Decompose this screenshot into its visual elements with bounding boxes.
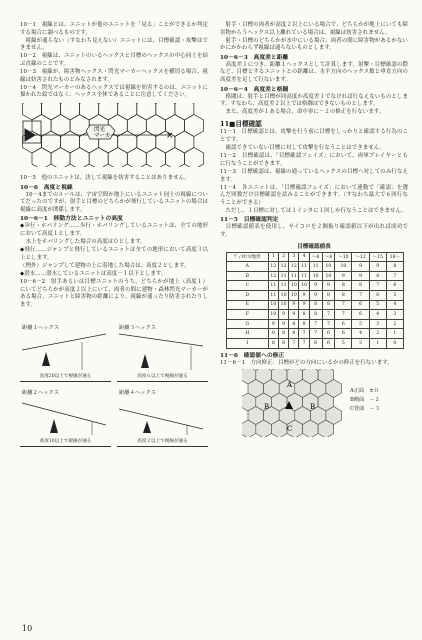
panel-caption: 高度10以上で視線が通る	[39, 439, 92, 445]
table-cell: 12	[289, 262, 299, 272]
altitude-diagram-icon	[20, 330, 110, 370]
table-header-cell: 4	[299, 252, 309, 262]
table-cell: 7	[289, 339, 299, 349]
altitude-diagram-icon	[117, 395, 207, 435]
table-cell: 10	[289, 291, 299, 301]
panel-distance-1	[20, 321, 111, 382]
table-cell: 4	[386, 300, 403, 310]
table-cell: 10	[289, 281, 299, 291]
paragraph: 11－3 目標確認は、視線の通っているヘックスの目標へ対してのみ行なえます。	[220, 168, 408, 183]
table-cell: 8	[309, 310, 322, 320]
table-cell: 9	[352, 271, 369, 281]
table-cell: 9	[278, 319, 288, 329]
rule-10-6-4	[220, 94, 408, 117]
heading-10-6: 10－6 高度と視線	[20, 184, 73, 191]
table-cell: 7	[322, 319, 335, 329]
side-label-b-right: B	[310, 403, 316, 412]
paragraph: 11－2 目標確認は、「目標確認フェイズ」において、両軍プレイヤーともに行なうことができます。	[220, 153, 408, 167]
heading-10-6-3: 10－6－3 高度差と距離	[220, 54, 289, 61]
panel-title: 距離４ヘックス	[119, 390, 157, 397]
panel-distance-3	[117, 321, 208, 382]
table-cell: 7	[352, 291, 369, 301]
table-cell: 5	[369, 300, 386, 310]
table-cell: 8	[369, 271, 386, 281]
table-header-cell: ﾃﾞｨｽﾀﾝｽ/地形	[227, 252, 269, 262]
table-row	[227, 310, 404, 320]
paragraph: 射手・目標の両者が高度２以上にいる場合で、どちらかが地上にいても障害物から５ヘックス以上離れている場合は、視線は妨害されません。	[220, 22, 408, 36]
table-header-cell: ～10	[335, 252, 352, 262]
paragraph: 10－5 他のユニットは、決して視線を妨害することはありません。	[20, 174, 190, 181]
rule-11-6	[220, 360, 408, 368]
table-cell: 3	[386, 310, 403, 320]
hex-grid-diagram	[20, 103, 208, 167]
table-cell: 10	[335, 262, 352, 272]
left-column	[20, 22, 208, 447]
table-cell: 6	[322, 339, 335, 349]
table-row	[227, 300, 404, 310]
rule-11-5	[220, 224, 408, 239]
table-cell: 3	[369, 319, 386, 329]
table-cell: 11	[268, 281, 278, 291]
table-cell: 8	[289, 319, 299, 329]
table-header-cell: ～8	[322, 252, 335, 262]
table-cell: 8	[278, 339, 288, 349]
table-cell: D	[227, 291, 269, 301]
table-cell: 6	[386, 281, 403, 291]
table-cell: 9	[289, 300, 299, 310]
panel-distance-2	[20, 386, 111, 447]
table-row	[227, 329, 404, 339]
table-cell: 11	[268, 291, 278, 301]
table-cell: 11	[289, 271, 299, 281]
table-cell: 6	[369, 291, 386, 301]
table-cell: 10	[299, 281, 309, 291]
table-cell: 7	[369, 281, 386, 291]
shooter-marker-icon	[25, 129, 35, 141]
table-row	[227, 339, 404, 349]
rule-10-5	[20, 175, 208, 183]
table-cell: 3	[352, 339, 369, 349]
table-cell: 9	[299, 300, 309, 310]
table-cell: 8	[268, 339, 278, 349]
paragraph: 確認できていない目標に対して攻撃を行なうことはできません。	[220, 145, 386, 152]
rule-11	[220, 129, 408, 215]
table-cell: 9	[278, 310, 288, 320]
paragraph: 射手・目標のどちらかが水中にいる場合、両者の間に障害物があるかないかにかかわらず視線は通らないものとします。	[220, 37, 408, 52]
table-cell: 6	[309, 339, 322, 349]
page-number: 10	[22, 624, 33, 633]
table-cell: 5	[335, 339, 352, 349]
table-cell: 5	[352, 319, 369, 329]
panel-title: 距離１ヘックス	[22, 325, 60, 332]
table-cell: 10	[278, 300, 288, 310]
paragraph: 10－4までのルールは、宇宙空間か地上にいるユニット同士の視線についてだったのですが、射手と目標のどちらかが飛行しているユニットの場合は視線に高度が関係します。	[20, 191, 208, 213]
paragraph: 11－4 各ユニットは、「目標確認フェイズ」において連動で「確認」を選んだ回数だけ目標確認を試みることができます。（すなわち最大で６回行なうことができる）	[220, 184, 408, 206]
table-row	[227, 281, 404, 291]
table-cell: H	[227, 329, 269, 339]
heading-10-6-1: 10－6－1 移動方法とユニットの高度	[20, 216, 123, 223]
table-row	[227, 271, 404, 281]
table-row	[227, 291, 404, 301]
table-header-cell: 2	[278, 252, 288, 262]
table-cell: 10	[278, 291, 288, 301]
table-cell: 8	[335, 291, 352, 301]
table-cell: 4	[352, 329, 369, 339]
table-cell: G	[227, 319, 269, 329]
table-cell: 8	[309, 300, 322, 310]
table-cell: 7	[309, 329, 322, 339]
table-cell: 13	[268, 262, 278, 272]
heading-11-6: 11－6 確認値への修正	[220, 352, 285, 359]
table-cell: E	[227, 300, 269, 310]
table-cell: 5	[386, 291, 403, 301]
table-cell: 6	[352, 310, 369, 320]
panel-caption: 高度６以上で視線が通る	[137, 374, 188, 380]
section-11-heading: 11■目標確認	[220, 119, 262, 128]
table-cell: 9	[268, 329, 278, 339]
table-cell: 11	[299, 262, 309, 272]
panel-title: 距離３ヘックス	[119, 325, 157, 332]
bullet-item: （例外）ジャンプして建物の上に着地した場合は、高度２とします。	[20, 262, 190, 269]
right-column	[220, 22, 408, 437]
table-row	[227, 262, 404, 272]
bullet-item: ◆歩行・ホバリング……歩行・ホバリングしているユニットは、全ての地形において高度１とします。	[20, 223, 208, 237]
table-cell: 6	[335, 319, 352, 329]
table-cell: 0	[386, 339, 403, 349]
table-cell: 6	[335, 329, 352, 339]
line-of-sight-hex-figure	[20, 103, 208, 171]
table-header-cell: ～15	[369, 252, 386, 262]
table-row	[227, 319, 404, 329]
table-cell: I	[227, 339, 269, 349]
table-header-cell: 1	[268, 252, 278, 262]
paragraph: また、高度差が１ある場合、命中率に－２の修正を行ないます。	[220, 109, 385, 116]
table-cell: 8	[278, 329, 288, 339]
paragraph: 10－6－2 射手あるいは目標ユニットのうち、どちらかが地上（高度１）にいてどちらかが高度２以上にいて、両者の間に建物・森林閃光マーカーがある場合、ユニットと障害物の距離により、視線が通ったり防害されたりします。	[20, 278, 208, 308]
table-cell: 8	[322, 291, 335, 301]
legend-side: B側面 －２	[350, 397, 380, 404]
table-header-cell: ～12	[352, 252, 369, 262]
table-cell: 4	[369, 310, 386, 320]
table-cell: 7	[386, 271, 403, 281]
paragraph: 目標確認値表を使用し、サイコロを２個振り確認値以下が出れば成功です。	[220, 224, 408, 239]
table-cell: 9	[369, 262, 386, 272]
table-cell: 10	[268, 300, 278, 310]
paragraph: 10－3 視線が、障害物ヘックス・閃光マーカーヘックスを横切る場合、視線は妨害されたものとみなされます。	[20, 69, 208, 83]
table-cell: 8	[335, 281, 352, 291]
rule-10-6-2	[20, 279, 208, 309]
table-cell: 11	[278, 281, 288, 291]
table-cell: 1	[386, 329, 403, 339]
paragraph: 11－1 目標確認とは、攻撃を行う前に目標をしっかりと確認する行為のことです。	[220, 129, 408, 144]
table-cell: 7	[335, 310, 352, 320]
front-label-a: A	[287, 381, 293, 390]
table-cell: B	[227, 271, 269, 281]
table-cell: 1	[369, 339, 386, 349]
paragraph: 10－1 視線とは、ユニットが他のユニットを「見る」ことができるか判定する場合に調べるものです。	[20, 22, 208, 36]
table-cell: 9	[309, 291, 322, 301]
rule-10-cont	[220, 22, 408, 53]
table-cell: 8	[352, 281, 369, 291]
table-cell: F	[227, 310, 269, 320]
table-header-cell: ～6	[309, 252, 322, 262]
table-cell: 10	[322, 271, 335, 281]
paragraph: 格闘は、射手と目標が同高度か高度差１でなければ行なえないものとします。すなわち、高度差２以上では格闘はできないものとします。	[220, 93, 408, 108]
table-cell: 9	[268, 319, 278, 329]
paragraph: 10－4 閃光マーカーのあるヘックスでは視線を妨害するのは、ユニットに描かれた絵ではなく、ヘックス全体であることに注意してください。	[20, 84, 208, 99]
table-cell: 9	[335, 271, 352, 281]
table-header-cell: 16～	[386, 252, 403, 262]
legend-rear: C背面 －３	[350, 406, 380, 413]
altitude-diagram-icon	[117, 330, 207, 370]
table-cell: 8	[386, 262, 403, 272]
paragraph: 視線が通らない（すなわち見えない）ユニットには、目標確認・攻撃はできません。	[20, 37, 208, 52]
panel-title: 距離２ヘックス	[22, 390, 60, 397]
flash-marker-label: 閃光マーカー	[94, 126, 116, 139]
table-cell: 8	[299, 310, 309, 320]
table-cell: 7	[335, 300, 352, 310]
legend-front: A正面 ±０	[350, 388, 379, 395]
table-cell: 9	[352, 262, 369, 272]
table-cell: 7	[299, 329, 309, 339]
table-cell: 10	[268, 310, 278, 320]
target-confirmation-table	[226, 252, 404, 349]
table-cell: 6	[352, 300, 369, 310]
table-cell: 12	[268, 271, 278, 281]
table-cell: 6	[322, 329, 335, 339]
table-cell: 7	[309, 319, 322, 329]
table-cell: 7	[299, 339, 309, 349]
table-cell: 8	[299, 319, 309, 329]
bullet-item: ◆飛行……ジャンプと飛行しているユニットは全ての地形において高度３以上とします。	[20, 247, 208, 261]
table-cell: 7	[322, 310, 335, 320]
side-label-b: B	[264, 403, 270, 412]
rear-label-c: C	[287, 425, 293, 434]
table-cell: 11	[309, 262, 322, 272]
table-cell: 11	[299, 271, 309, 281]
altitude-diagram-icon	[20, 395, 110, 435]
heading-10-6-4: 10－6－4 高度差と格闘	[220, 86, 289, 93]
rule-10-6-3	[220, 62, 408, 85]
table-cell: 8	[289, 329, 299, 339]
bullet-item: 水上をホバリングした場合の高度は０とします。	[20, 239, 146, 245]
table-title: 目標確認値表	[297, 243, 331, 250]
table-header-cell: 3	[289, 252, 299, 262]
table-cell: C	[227, 281, 269, 291]
rule-10-intro	[20, 22, 208, 100]
table-cell: 10	[309, 271, 322, 281]
paragraph: 10－2 視線は、ユニットのいるヘックスと目標のヘックスの中心同士を結ぶ直線のことです。	[20, 53, 208, 67]
paragraph: 11－6－1 方向修正：目標がどの方向にいるかの修正を行ないます。	[220, 359, 393, 366]
table-cell: 11	[278, 271, 288, 281]
direction-hex-diagram	[242, 369, 342, 437]
table-cell: 9	[322, 281, 335, 291]
paragraph: ただし、１目標に対しては１インタに１回しか行なうことはできません。	[220, 207, 407, 214]
table-cell: 2	[386, 319, 403, 329]
table-cell: 2	[369, 329, 386, 339]
direction-figure	[220, 369, 408, 437]
bullet-item: ◆潜水……潜水しているユニットは高度－１以下とします。	[20, 270, 167, 277]
altitude-bullets	[20, 223, 208, 278]
table-cell: 8	[322, 300, 335, 310]
table-cell: 9	[309, 281, 322, 291]
table-cell: 9	[299, 291, 309, 301]
paragraph: 高度差１につき、距離１ヘックスとして計算します。射撃・目標確認の際など、目標とするユニットとの距離は、水平方向のヘックス数と垂直方向の高度差を足して行ないます。	[220, 61, 408, 84]
altitude-panels	[20, 321, 208, 447]
direction-legend	[350, 387, 380, 414]
panel-distance-4	[117, 386, 208, 447]
heading-11-5: 11－5 目標確認判定	[220, 217, 279, 224]
table-cell: 10	[322, 262, 335, 272]
panel-caption: 高度20以上で視線が通る	[39, 374, 92, 380]
table-cell: A	[227, 262, 269, 272]
table-cell: 9	[289, 310, 299, 320]
panel-caption: 高度２以上で視線が通る	[137, 439, 188, 445]
rule-10-6-text	[20, 192, 208, 215]
target-x-icon: ×	[166, 130, 174, 141]
table-cell: 12	[278, 262, 288, 272]
table-header-row	[227, 252, 404, 262]
